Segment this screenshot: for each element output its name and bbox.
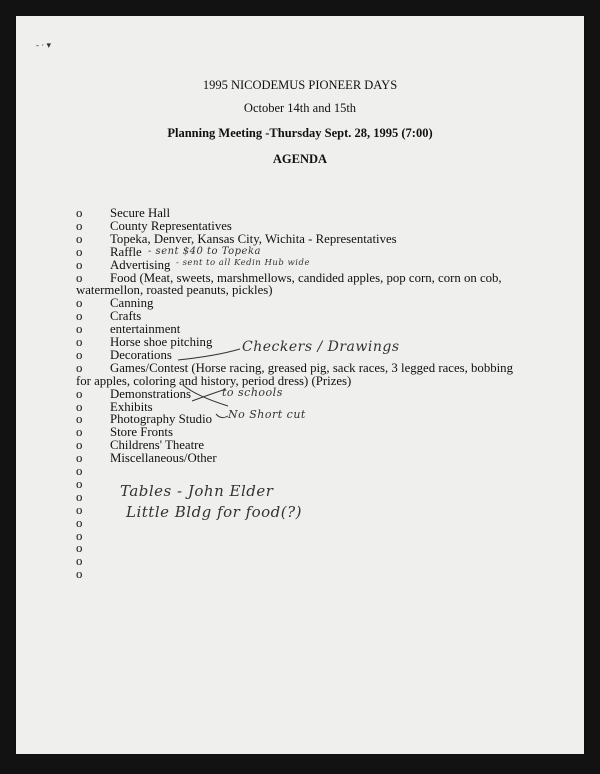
bullet-marker: o — [76, 296, 83, 311]
agenda-item-text: Crafts — [110, 309, 142, 324]
bullet-marker: o — [76, 451, 83, 466]
agenda-item-continuation: for apples, coloring and history, period dress) (Prizes) — [76, 373, 352, 388]
agenda-item-continuation: watermellon, roasted peanuts, pickles) — [76, 283, 273, 298]
bullet-marker: o — [76, 438, 83, 453]
exhibits-handwritten-note: No Short cut — [228, 408, 306, 421]
agenda-item-text: Store Fronts — [110, 425, 173, 440]
bullet-marker: o — [76, 360, 83, 375]
bullet-marker: o — [76, 489, 83, 504]
demonstrations-handwritten-note: to schools — [222, 386, 283, 399]
decorations-arrow — [178, 349, 240, 360]
agenda-item-text: Exhibits — [110, 399, 153, 414]
bullet-marker: o — [76, 554, 83, 569]
bullet-marker: o — [76, 425, 83, 440]
bullet-marker: o — [76, 206, 83, 220]
demonstrations-arrow — [192, 389, 226, 401]
agenda-item-text: Horse shoe pitching — [110, 335, 213, 349]
bullet-marker: o — [76, 399, 83, 414]
bullet-marker: o — [76, 528, 83, 543]
agenda-item-text: Canning — [110, 296, 154, 311]
decorations-handwritten-note: Checkers / Drawings — [242, 339, 400, 355]
building-handwritten-note: Little Bldg for food(?) — [126, 503, 303, 521]
bullet-marker: o — [76, 476, 83, 491]
bullet-marker: o — [76, 347, 83, 362]
bullet-marker: o — [76, 218, 83, 233]
agenda-item-text: Advertising — [110, 257, 171, 272]
document-title: 1995 NICODEMUS PIONEER DAYS — [202, 78, 398, 92]
document-page — [16, 16, 584, 754]
agenda-item-text: County Representatives — [110, 218, 232, 233]
agenda-item-text: Photography Studio — [110, 412, 213, 427]
bullet-marker: o — [76, 515, 83, 530]
bullet-marker: o — [76, 541, 83, 556]
agenda-item-text: Demonstrations — [110, 386, 192, 401]
bullet-marker: o — [76, 502, 83, 517]
bullet-marker: o — [76, 386, 83, 401]
agenda-item-text: Childrens' Theatre — [110, 438, 205, 453]
bullet-marker: o — [76, 567, 83, 582]
bullet-marker: o — [76, 335, 83, 349]
corner-mark: - · ▾ — [36, 40, 52, 50]
bullet-marker: o — [76, 231, 83, 246]
agenda-item-text: entertainment — [110, 322, 181, 337]
agenda-item-text: Miscellaneous/Other — [110, 451, 217, 466]
bullet-marker: o — [76, 270, 83, 285]
tables-handwritten-note: Tables - John Elder — [120, 482, 274, 500]
raffle-handwritten-note: - sent $40 to Topeka — [148, 246, 261, 257]
agenda-item-text: Topeka, Denver, Kansas City, Wichita - Representatives — [110, 231, 397, 246]
exhibits-arrow — [216, 414, 228, 418]
bullet-marker: o — [76, 244, 83, 259]
bullet-marker: o — [76, 309, 83, 324]
bullet-marker: o — [76, 322, 83, 337]
agenda-item-text: Secure Hall — [110, 206, 171, 220]
bullet-marker: o — [76, 412, 83, 427]
meeting-line: Planning Meeting -Thursday Sept. 28, 1995 (7:00) — [167, 126, 433, 140]
bullet-marker: o — [76, 257, 83, 272]
advertising-handwritten-note: - sent to all Kedin Hub wide — [176, 258, 310, 268]
bullet-marker: o — [76, 464, 83, 478]
agenda-item-text: Decorations — [110, 347, 172, 362]
agenda-heading: AGENDA — [272, 152, 328, 166]
agenda-item-text: Food (Meat, sweets, marshmellows, candided apples, pop corn, corn on cob, — [110, 270, 502, 285]
event-dates: October 14th and 15th — [243, 101, 357, 115]
agenda-item-text: Games/Contest (Horse racing, greased pig, sack races, 3 legged races, bobbing — [110, 360, 513, 375]
agenda-item-text: Raffle — [110, 244, 142, 259]
